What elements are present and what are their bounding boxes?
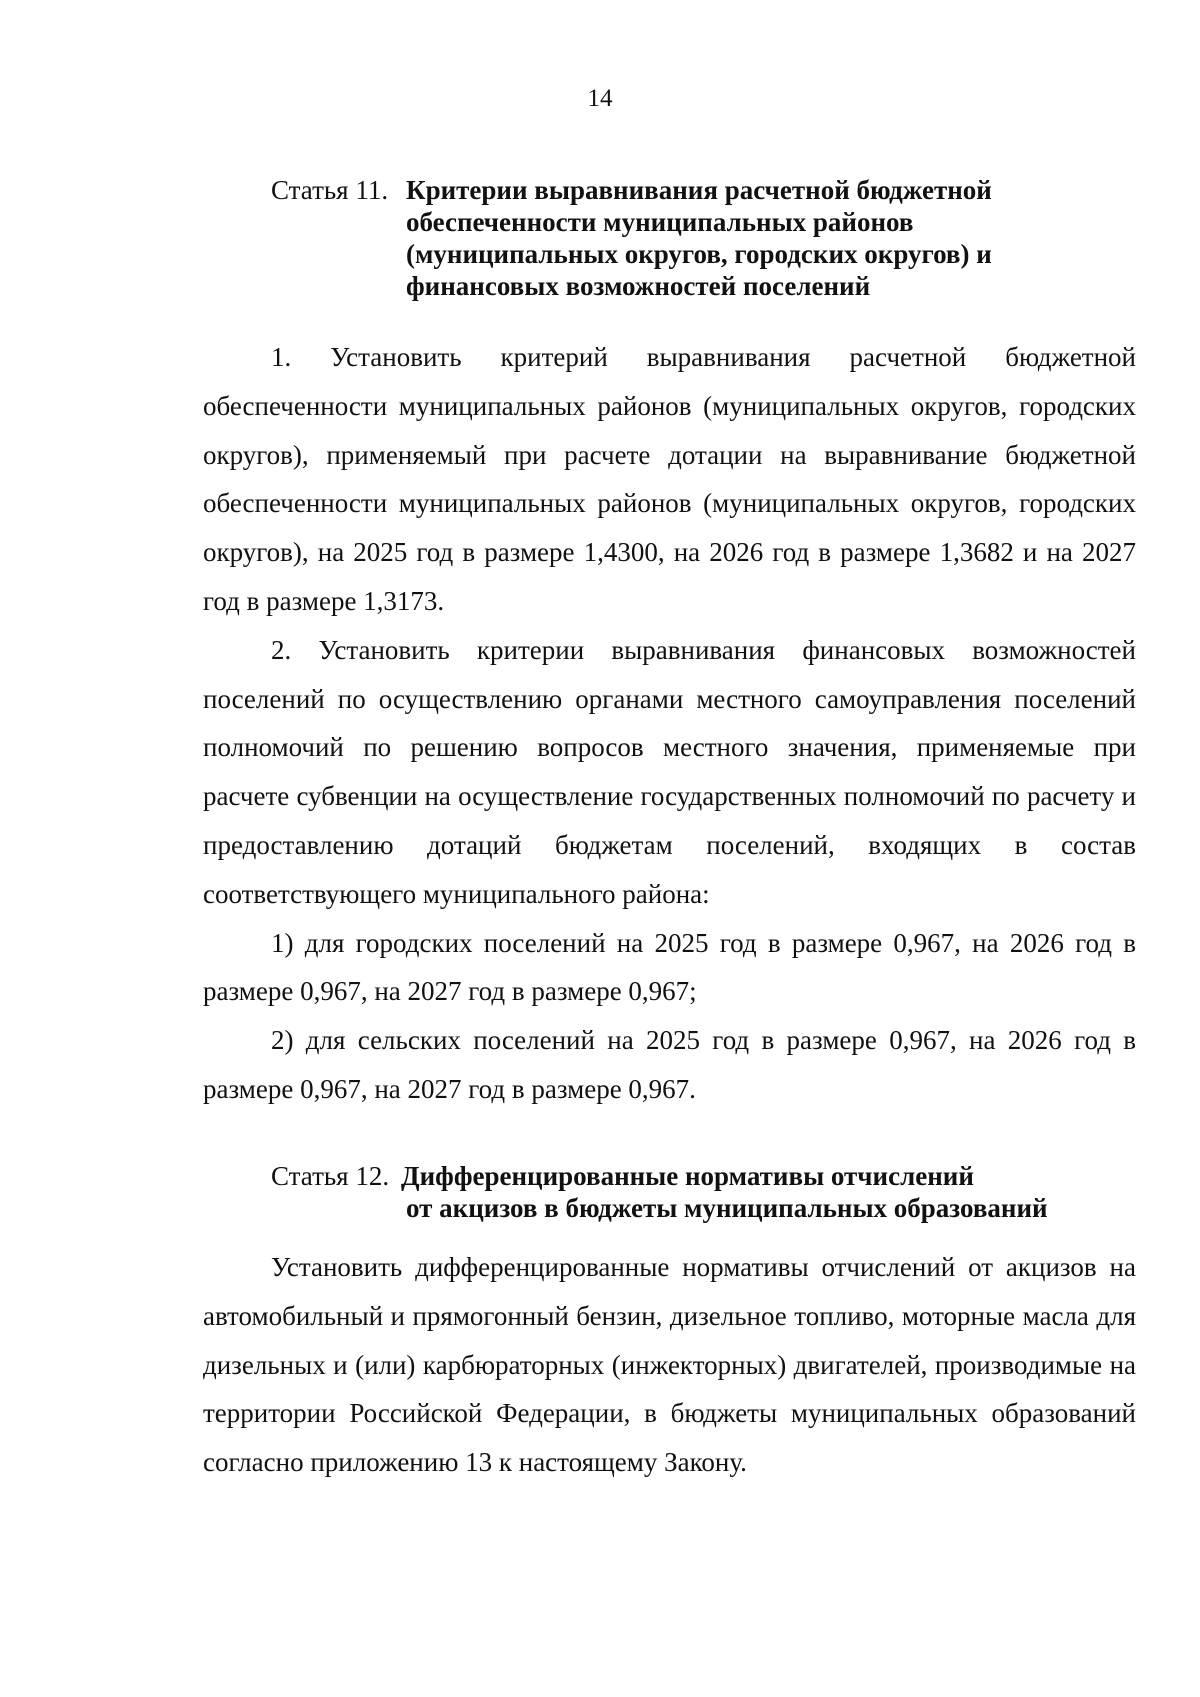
article-11-title-line: финансовых возможностей поселений: [406, 271, 871, 301]
article-11-item-1: 1) для городских поселений на 2025 год в размере 0,967, на 2026 год в размере 0,967, на 2027 год в размере 0,967;: [203, 927, 1136, 1007]
article-11-paragraph-1: 1. Установить критерий выравнивания расчетной бюджетной обеспеченности муниципальных районов (муниципальных округов, городских округов), применяемый при расчете дотации на выравнивание бюджетной обеспеченности муниципальных районов (муниципальных округов, городских округов), на 2025 год в размере 1,4300, на 2026 год в размере 1,3682 и на 2027 год в размере 1,3173.: [203, 342, 1136, 616]
article-11-paragraph-2: 2. Установить критерии выравнивания финансовых возможностей поселений по осуществлению органами местного самоуправления поселений полномочий по решению вопросов местного значения, применяемые при расчете субвенции на осуществление государственных полномочий по расчету и предоставлению дотаций бюджетам поселений, входящих в состав соответствующего муниципального района:: [203, 634, 1136, 909]
article-11-title-line: обеспеченности муниципальных районов: [406, 207, 914, 237]
article-11-title-line: (муниципальных округов, городских округов) и: [406, 239, 992, 269]
article-12-paragraph-1: Установить дифференцированные нормативы отчислений от акцизов на автомобильный и прямогонный бензин, дизельное топливо, моторные масла для дизельных и (или) карбюраторных (инжекторных) двигателей, производимые на территории Российской Федерации, в бюджеты муниципальных образований согласно приложению 13 к настоящему Закону.: [203, 1252, 1136, 1478]
article-11-item-2: 2) для сельских поселений на 2025 год в размере 0,967, на 2026 год в размере 0,967, на 2027 год в размере 0,967.: [203, 1025, 1136, 1104]
article-11-title-line: Критерии выравнивания расчетной бюджетной: [406, 175, 992, 205]
article-12-title-line: Дифференцированные нормативы отчислений: [401, 1161, 974, 1191]
article-12-body: [203, 1243, 1136, 1487]
article-11-prefix: Статья 11.: [271, 175, 389, 205]
article-12-title-line: от акцизов в бюджеты муниципальных образований: [406, 1193, 1048, 1223]
article-12-prefix: Статья 12.: [271, 1161, 390, 1191]
article-12-title: [401, 1160, 1121, 1224]
page-number: 14: [587, 85, 613, 112]
article-11-title: [406, 174, 1126, 302]
article-11-body: [203, 333, 1136, 1114]
